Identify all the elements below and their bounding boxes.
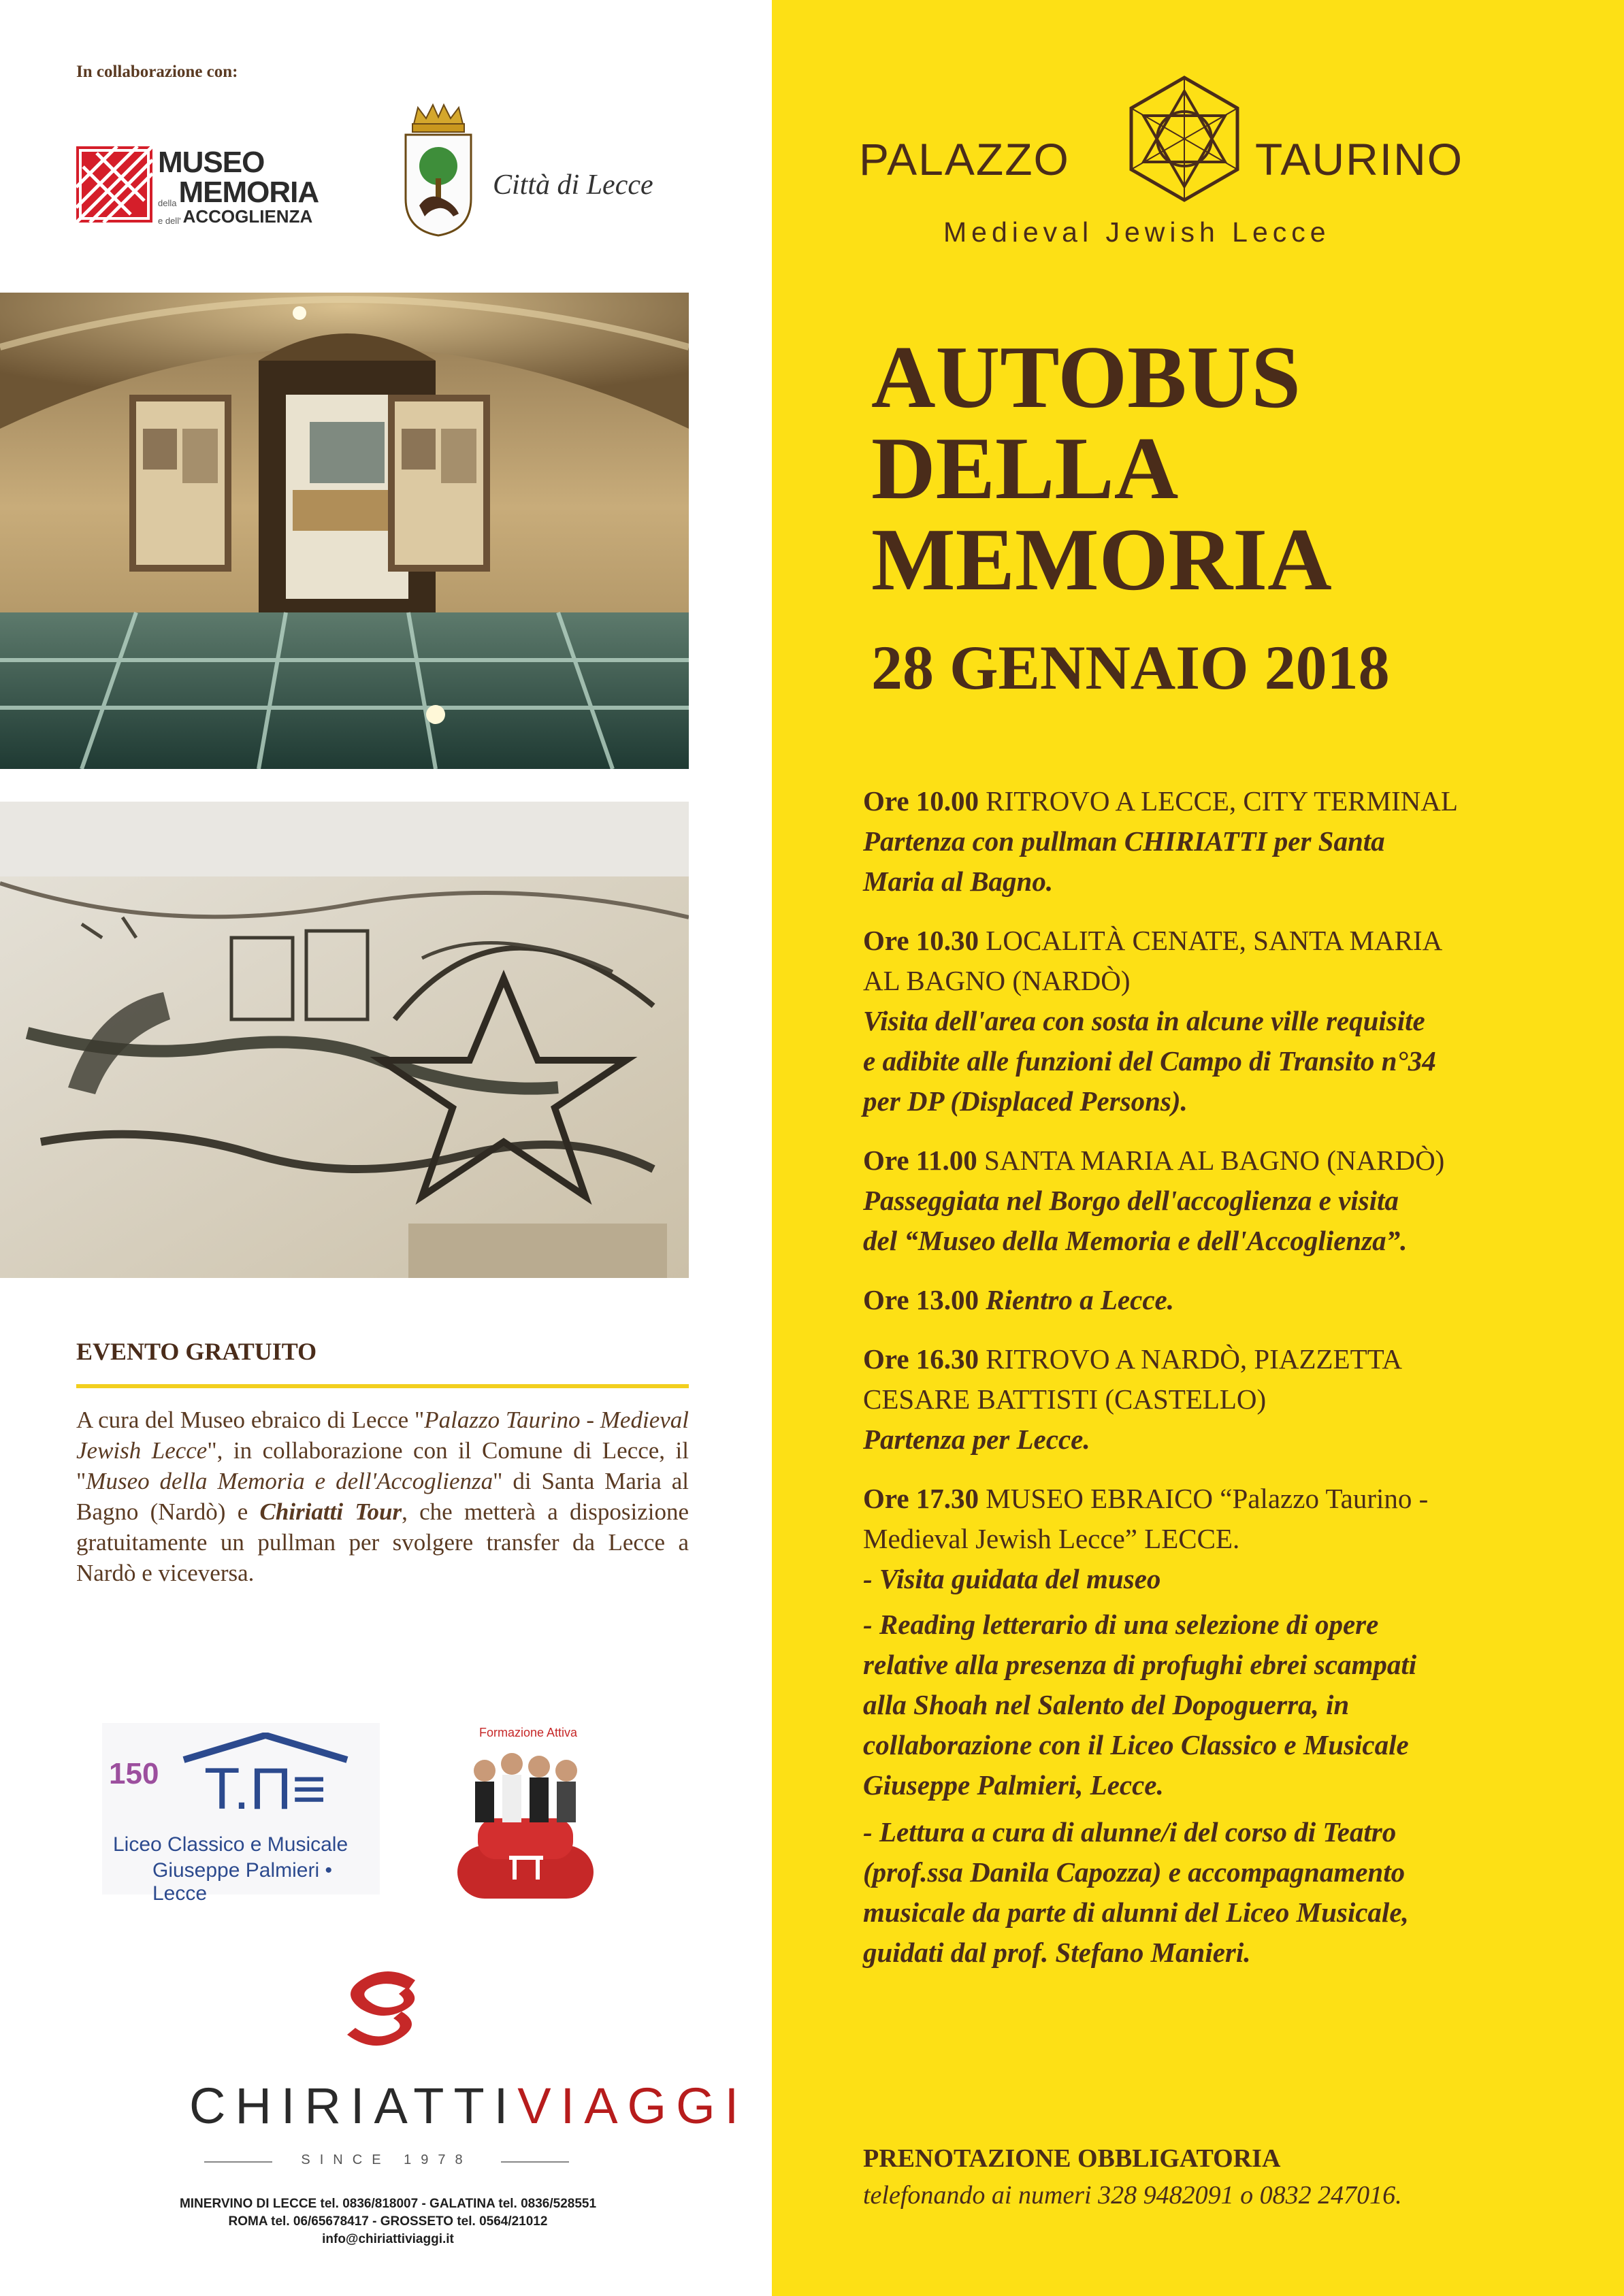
formazione-group-icon: [444, 1743, 613, 1901]
since-line-right: [501, 2161, 569, 2163]
schedule-item: [863, 1339, 1571, 1460]
event-date: 28 GENNAIO 2018: [871, 633, 1390, 702]
chiriatti-since: SINCE 1978: [301, 2152, 472, 2167]
free-event-text-2-italic: Museo della Memoria e dell'Accoglienza: [86, 1468, 493, 1494]
schedule-desc: per DP (Displaced Persons).: [863, 1085, 1188, 1117]
museo-logo-small-mid: e dell': [158, 216, 181, 226]
schedule-place: MUSEO EBRAICO “Palazzo Taurino -: [979, 1483, 1429, 1514]
schedule-desc: - Visita guidata del museo: [863, 1563, 1161, 1594]
chiriatti-name-b: VIAGGI: [517, 2078, 749, 2134]
chiriatti-name-a: CHIRIATTI: [189, 2078, 518, 2134]
schedule-desc: Partenza per Lecce.: [863, 1424, 1090, 1455]
free-event-divider: [76, 1384, 689, 1388]
free-event-text-1: A cura del Museo ebraico di Lecce ": [76, 1407, 425, 1433]
extra-line: relative alla presenza di profughi ebrei scampati: [863, 1649, 1417, 1680]
lecce-crest-icon: [402, 103, 475, 237]
schedule: [863, 781, 1571, 1992]
schedule-place-2: AL BAGNO (NARDÒ): [863, 965, 1131, 996]
liceo-palmieri-logo: [102, 1723, 380, 1905]
liceo-line2: Giuseppe Palmieri • Lecce: [152, 1859, 332, 1905]
extra-line: - Lettura a cura di alunne/i del corso di Teatro: [863, 1816, 1397, 1848]
extra-line: guidati dal prof. Stefano Manieri.: [863, 1937, 1251, 1968]
schedule-time: Ore 16.30: [863, 1343, 979, 1375]
liceo-badge: 150: [109, 1757, 159, 1790]
schedule-desc: del “Museo della Memoria e dell'Accoglienza”.: [863, 1225, 1408, 1256]
extra-line: musicale da parte di alunni del Liceo Musicale,: [863, 1897, 1409, 1928]
extra-line: collaborazione con il Liceo Classico e Musicale: [863, 1729, 1409, 1760]
formazione-attiva-label: Formazione Attiva: [478, 1726, 578, 1739]
schedule-time: Ore 17.30: [863, 1483, 979, 1514]
extra-line: alla Shoah nel Salento del Dopoguerra, in: [863, 1689, 1350, 1720]
museo-mark-icon: [76, 146, 152, 223]
museo-memoria-logo: [76, 146, 319, 228]
formazione-attiva-logo: [444, 1723, 613, 1901]
brand-palazzo: PALAZZO: [859, 134, 1070, 184]
free-event-text-3: " di Santa Maria al Bagno (Nardò) e: [76, 1468, 689, 1525]
palazzo-taurino-emblem-icon: [1120, 75, 1248, 203]
schedule-time: Ore 13.00: [863, 1284, 979, 1315]
collaboration-label: In collaborazione con:: [76, 63, 238, 81]
extra-line: (prof.ssa Danila Capozza) e accompagnamento: [863, 1856, 1406, 1888]
schedule-place: RITROVO A LECCE, CITY TERMINAL: [979, 785, 1458, 817]
museo-logo-line1: MUSEO: [158, 146, 265, 179]
brand-subtitle: Medieval Jewish Lecce: [943, 216, 1331, 248]
event-title-line2: DELLA: [871, 419, 1179, 518]
museo-logo-line3: ACCOGLIENZA: [182, 206, 313, 227]
event-title: [871, 328, 1332, 609]
schedule-desc: Maria al Bagno.: [863, 866, 1054, 897]
schedule-place: SANTA MARIA AL BAGNO (NARDÒ): [977, 1145, 1445, 1176]
extra-line: - Reading letterario di una selezione di opere: [863, 1609, 1379, 1640]
museum-crypt-photo: [0, 293, 689, 769]
schedule-time: Ore 10.00: [863, 785, 979, 817]
schedule-desc: Visita dell'area con sosta in alcune ville requisite: [863, 1005, 1425, 1036]
extra-line: Giuseppe Palmieri, Lecce.: [863, 1769, 1164, 1801]
free-event-text-2: ", in collaborazione con il Comune di Lecce, il ": [76, 1437, 689, 1494]
museum-mural-photo: [0, 802, 689, 1278]
contact-line-2: ROMA tel. 06/65678417 - GROSSETO tel. 0564/21012: [228, 2214, 548, 2229]
schedule-item: [863, 1141, 1571, 1261]
schedule-item: [863, 1479, 1571, 1599]
schedule-desc: Partenza con pullman CHIRIATTI per Santa: [863, 825, 1385, 857]
event-title-line1: AUTOBUS: [871, 328, 1301, 427]
chiriatti-s-icon: [334, 1967, 429, 2055]
schedule-desc: e adibite alle funzioni del Campo di Transito n°34: [863, 1045, 1436, 1077]
museo-logo-line2: MEMORIA: [178, 176, 319, 209]
chiriatti-contacts: [136, 2195, 640, 2248]
schedule-place: RITROVO A NARDÒ, PIAZZETTA: [979, 1343, 1402, 1375]
schedule-time: Ore 10.30: [863, 925, 979, 956]
extra-item: [863, 1812, 1571, 1973]
free-event-text-3-italic: Chiriatti Tour: [259, 1498, 402, 1525]
event-title-line3: MEMORIA: [871, 510, 1332, 609]
schedule-desc: Passeggiata nel Borgo dell'accoglienza e visita: [863, 1185, 1399, 1216]
free-event-title: EVENTO GRATUITO: [76, 1338, 317, 1365]
free-event-text-4: , che metterà a disposizione gratuitamente un pullman per svolgere transfer da Lecce a Nardò e viceversa.: [76, 1498, 689, 1586]
citta-di-lecce-label: Città di Lecce: [493, 169, 653, 201]
brand-taurino: TAURINO: [1255, 134, 1464, 184]
schedule-item: [863, 921, 1571, 1121]
schedule-place: LOCALITÀ CENATE, SANTA MARIA: [979, 925, 1443, 956]
extra-item: [863, 1605, 1571, 1805]
schedule-place-2: Medieval Jewish Lecce” LECCE.: [863, 1523, 1240, 1554]
liceo-mark: T.Π≡: [204, 1756, 327, 1822]
schedule-desc: Rientro a Lecce.: [979, 1284, 1174, 1315]
chiriatti-viaggi-logo: [189, 2078, 749, 2134]
free-event-text-1-italic: Palazzo Taurino - Medieval Jewish Lecce: [76, 1407, 689, 1464]
schedule-item: [863, 781, 1571, 902]
booking-title: PRENOTAZIONE OBBLIGATORIA: [863, 2144, 1281, 2173]
contact-line-3[interactable]: info@chiriattiviaggi.it: [322, 2232, 454, 2246]
schedule-time: Ore 11.00: [863, 1145, 977, 1176]
contact-line-1: MINERVINO DI LECCE tel. 0836/818007 - GALATINA tel. 0836/528551: [179, 2197, 597, 2211]
schedule-item: [863, 1280, 1571, 1320]
museo-logo-small-prefix: della: [158, 198, 177, 208]
booking-body: telefonando ai numeri 328 9482091 o 0832 247016.: [863, 2181, 1402, 2210]
schedule-place-2: CESARE BATTISTI (CASTELLO): [863, 1383, 1267, 1415]
liceo-line1: Liceo Classico e Musicale: [113, 1833, 348, 1856]
free-event-body: [76, 1405, 689, 1588]
